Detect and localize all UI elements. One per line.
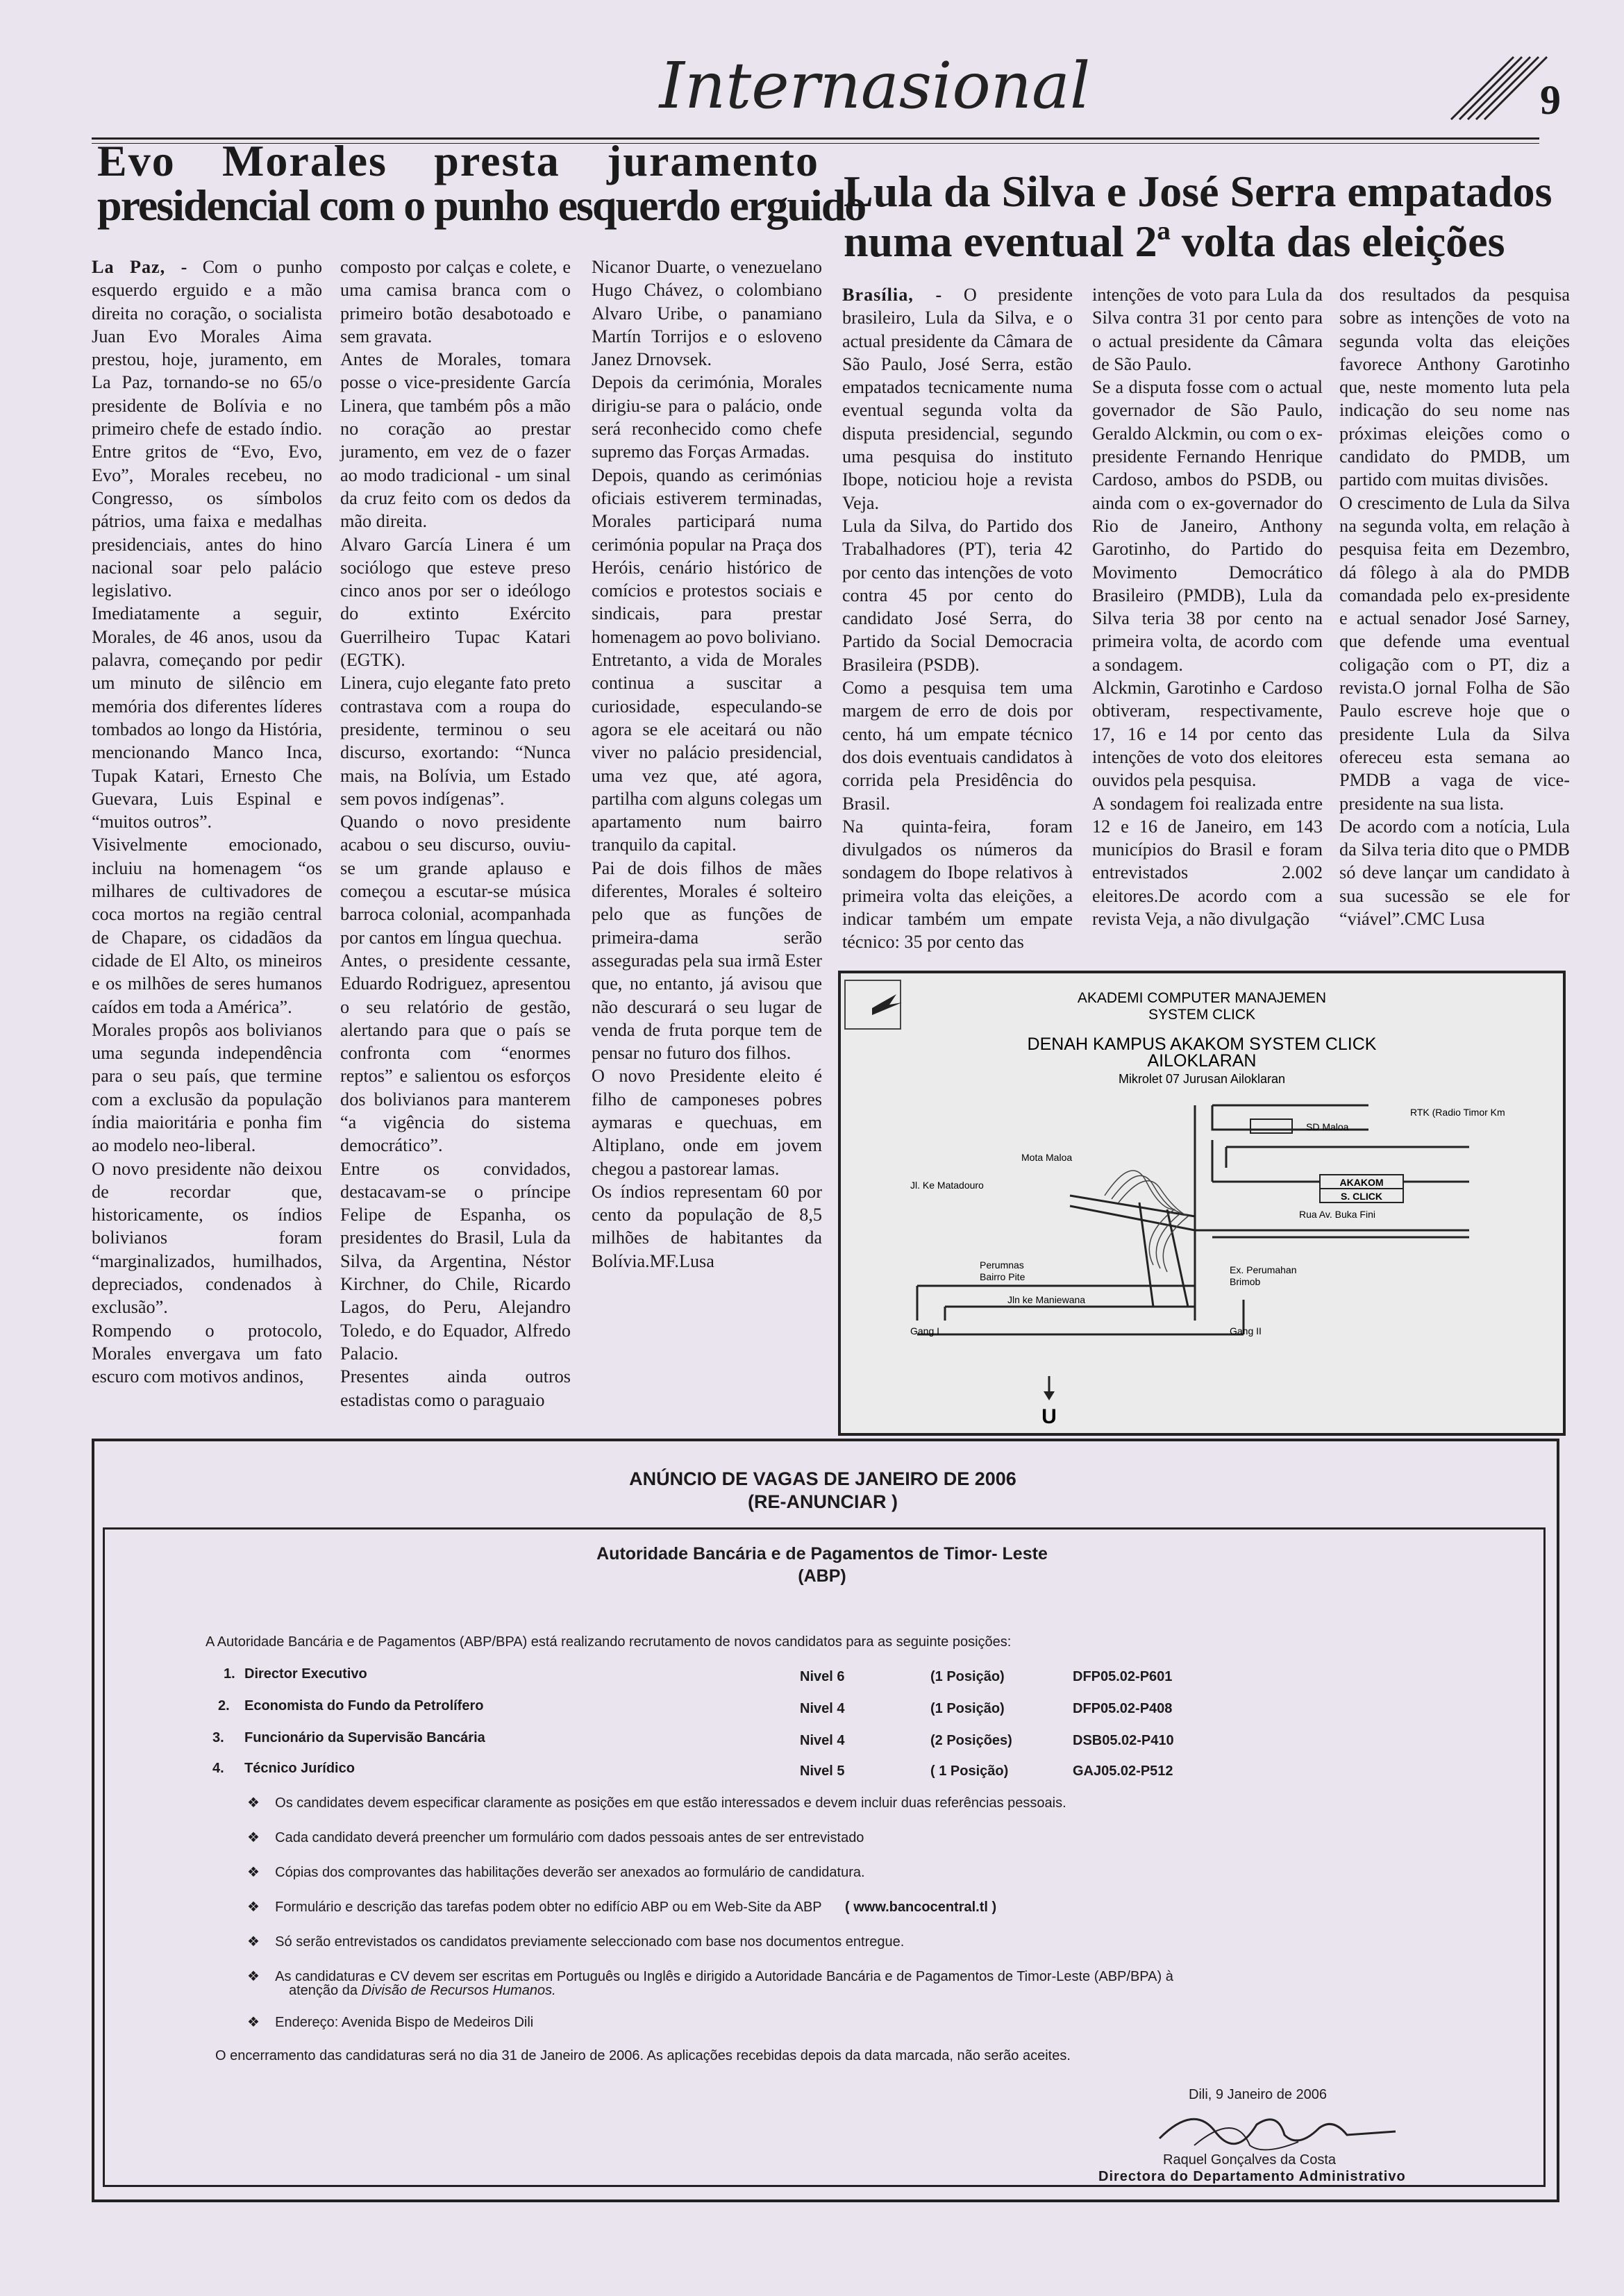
map-heading-line2: AILOKLARAN — [1147, 1051, 1257, 1071]
job-ad-subtitle: (RE-ANUNCIAR ) — [748, 1491, 898, 1512]
position-4-num: 4. — [212, 1761, 224, 1776]
map-jl-matadouro-label: Jl. Ke Matadouro — [910, 1180, 984, 1191]
bullet-4: ❖ Formulário e descrição das tarefas podem obter no edifício ABP ou em Web-Site da ABP ( www.bancocentral.tl ) — [247, 1900, 997, 1915]
map-bairro-pite-label: Bairro Pite — [980, 1271, 1026, 1282]
map-mota-maloa-label: Mota Maloa — [1021, 1152, 1073, 1163]
article1-column-2: composto por calças e colete, e uma camisa branca com o primeiro botão desabotoado e sem gravata. Antes de Morales, tomara posse o vice-presidente García Linera, que também pôs a mão no coração ao prestar juramento, em vez de o fazer ao modo tradicional - um sinal da cruz feito com os dedos da mão direita. Alvaro García Linera é um sociólogo que esteve preso cinco anos por ser o ideólogo do extinto Exército Guerrilheiro Tupac Katari (EGTK). Linera, cujo elegante fato preto contrastava com a roupa do presidente, terminou o seu discurso, exortando: “Nunca mais, na Bolívia, um Estado sem povos indígenas”. Quando o novo presidente acabou o seu discurso, ouviu-se um grande aplauso e começou a escutar-se música barroca colonial, acompanhada por cantos em língua quechua. Antes, o presidente cessante, Eduardo Rodriguez, apresentou o seu relatório de gestão, alertando para que o país se confronta com “enormes reptos” e salientou os esforços dos bolivianos para manterem “a vigência do sistema democrático”. Entre os convidados, destacavam-se o príncipe Felipe de Espanha, os presidentes do Brasil, Lula da Silva, da Argentina, Néstor Kirchner, do Chile, Ricardo Lagos, do Peru, Alejandro Toledo, e do Equador, Alfredo Palacio. Presentes ainda outros estadistas como o paraguaio — [340, 257, 571, 1410]
bullet-6-line2: atenção da Divisão de Recursos Humanos. — [289, 1983, 556, 1998]
article2-headline: Lula da Silva e José Serra empatados numa eventual 2ª volta das eleições — [844, 167, 1552, 266]
position-4-level: Nivel 5 — [800, 1763, 845, 1779]
bullet-5: ❖ Só serão entrevistados os candidatos previamente seleccionado com base nos documentos entregue. — [247, 1934, 905, 1950]
diamond-bullet-icon: ❖ — [247, 1795, 260, 1811]
map-sd-maloa-label: SD Maloa — [1306, 1121, 1349, 1132]
section-title: Internasional — [659, 49, 1091, 123]
diamond-bullet-icon: ❖ — [247, 1830, 260, 1845]
position-1-num: 1. — [224, 1666, 235, 1682]
bullet-6: ❖ As candidaturas e CV devem ser escritas em Português ou Inglês e dirigido a Autoridade Bancária e de Pagamentos de Timor-Leste (ABP/BPA) à — [247, 1969, 1173, 1984]
position-2-count: (1 Posição) — [930, 1701, 1005, 1716]
article2-column-2: intenções de voto para Lula da Silva contra 31 por cento para o actual presidente da Câmara de São Paulo. Se a disputa fosse com o actual governador de São Paulo, Geraldo Alckmin, ou com o ex-presidente Fernando Henrique Cardoso, ambos do PSDB, ou ainda com o ex-governador do Rio de Janeiro, Anthony Garotinho, do Partido do Movimento Democrático Brasileiro (PMDB), Lula da Silva teria 38 por cento na primeira volta, de acordo com a sondagem. Alckmin, Garotinho e Cardoso obtiveram, respectivamente, 17, 16 e 14 por cento das intenções de voto dos eleitores ouvidos pela pesquisa. A sondagem foi realizada entre 12 e 16 de Janeiro, em 143 municípios do Brasil e foram entrevistados 2.002 eleitores.De acordo com a revista Veja, a não divulgação — [1092, 285, 1323, 930]
position-1-level: Nivel 6 — [800, 1669, 845, 1684]
signature — [1153, 2097, 1403, 2159]
map-title-line1: AKADEMI COMPUTER MANAJEMEN — [1077, 990, 1327, 1006]
job-ad-intro: A Autoridade Bancária e de Pagamentos (ABP/BPA) está realizando recrutamento de novos candidatos para as seguinte posições: — [206, 1634, 1012, 1650]
diamond-bullet-icon: ❖ — [247, 1900, 260, 1915]
map-jln-maniewana-label: Jln ke Maniewana — [1007, 1294, 1086, 1305]
map-brimob-label: Brimob — [1230, 1276, 1261, 1287]
article2-dateline: Brasília, - — [842, 285, 943, 305]
article2-column-3: dos resultados da pesquisa sobre as intenções de voto na segunda volta das eleições favorece Anthony Garotinho que, neste momento luta pela indicação do seu nome nas próximas eleições como o candidato do PMDB, um partido com muitas divisões. O crescimento de Lula da Silva na segunda volta, em relação à pesquisa feita em Dezembro, dá fôlego à ala do PMDB comandada pelo ex-presidente e actual senador José Sarney, que defende uma eventual coligação com o PT, diz a revista.O jornal Folha de São Paulo escreve hoje que o presidente Lula da Silva ofereceu esta semana ao PMDB a vaga de vice-presidente na sua lista. De acordo com a notícia, Lula da Silva teria dito que o PMDB só deve lançar um candidato à sua sucessão se ele for “viável”.CMC Lusa — [1339, 285, 1570, 930]
position-2-title: Economista do Fundo da Petrolífero — [244, 1698, 484, 1713]
map-logo — [845, 980, 902, 1029]
position-1-count: (1 Posição) — [930, 1669, 1005, 1684]
position-4-code: GAJ05.02-P512 — [1073, 1763, 1173, 1779]
signatory-title: Directora do Departamento Administrativo — [1098, 2169, 1406, 2184]
map-north-label: U — [1041, 1405, 1057, 1428]
diamond-bullet-icon: ❖ — [247, 1865, 260, 1880]
map-perumnas-label: Perumnas — [980, 1259, 1024, 1271]
position-3-title: Funcionário da Supervisão Bancária — [244, 1730, 485, 1745]
map-ex-perumahan-label: Ex. Perumahan — [1230, 1264, 1297, 1275]
map-rua-buka-fini-label: Rua Av. Buka Fini — [1299, 1209, 1375, 1220]
position-3-count: (2 Posições) — [930, 1733, 1012, 1748]
website-link[interactable]: ( www.bancocentral.tl ) — [844, 1900, 997, 1915]
article1-column-1: La Paz, - Com o punho esquerdo erguido e a mão direita no coração, o socialista Juan Evo Morales Aima prestou, hoje, juramento, em La Paz, tornando-se no 65/o presidente de Bolívia e no primeiro chefe de estado índio. Entre gritos de “Evo, Evo, Evo”, Morales recebeu, no Congresso, os símbolos pátrios, uma faixa e medalhas presidenciais, antes do hino nacional soar pelo palácio legislativo. Imediatamente a seguir, Morales, de 46 anos, usou da palavra, começando por pedir um minuto de silêncio em memória dos diferentes líderes tombados ao longo da História, mencionando Manco Inca, Tupak Katari, Ernesto Che Guevara, Luis Espinal e “muitos outros”. Visivelmente emocionado, incluiu na homenagem “os milhares de cultivadores de coca mortos na região central de Chapare, os cidadãos da cidade de El Alto, os mineiros e os milhões de seres humanos caídos em toda a América”. Morales propôs aos bolivianos uma segunda independência para o seu país, que termine com a exclusão da população índia maioritária e ponha fim ao modelo neo-liberal. O novo presidente não deixou de recordar que, historicamente, os índios bolivianos foram “marginalizados, humilhados, depreciados, condenados à exclusão”. Rompendo o protocolo, Morales envergava um fato escuro com motivos andinos, — [92, 257, 322, 1387]
article1-headline: Evo Morales presta juramento presidencial com o punho esquerdo erguido — [97, 136, 866, 230]
map-rtk-label: RTK (Radio Timor Km — [1410, 1107, 1505, 1118]
position-2-level: Nivel 4 — [800, 1701, 845, 1716]
position-3-level: Nivel 4 — [800, 1733, 845, 1748]
position-1-title: Director Executivo — [244, 1666, 367, 1682]
map-sclick-label: S. CLICK — [1341, 1191, 1382, 1202]
map-subheading: Mikrolet 07 Jurusan Ailoklaran — [1118, 1072, 1286, 1086]
bullet-1: ❖ Os candidates devem especificar claramente as posições em que estão interessados e devem incluir duas referências pessoais. — [247, 1795, 1066, 1811]
bullet-3: ❖ Cópias dos comprovantes das habilitações deverão ser anexados ao formulário de candidatura. — [247, 1865, 865, 1880]
map-gang1-label: Gang I — [910, 1325, 940, 1336]
position-2-num: 2. — [218, 1698, 230, 1713]
signatory-name: Raquel Gonçalves da Costa — [1163, 2152, 1337, 2168]
job-ad-org-abbr: (ABP) — [798, 1566, 846, 1586]
job-ad-date: Dili, 9 Janeiro de 2006 — [1189, 2087, 1328, 2102]
map-title-line2: SYSTEM CLICK — [1148, 1007, 1256, 1023]
position-2-code: DFP05.02-P408 — [1073, 1701, 1173, 1716]
diamond-bullet-icon: ❖ — [247, 2015, 260, 2030]
position-3-num: 3. — [212, 1730, 224, 1745]
position-4-count: ( 1 Posição) — [930, 1763, 1009, 1779]
position-4-title: Técnico Jurídico — [244, 1761, 355, 1776]
job-ad-org: Autoridade Bancária e de Pagamentos de Timor- Leste — [596, 1544, 1048, 1564]
map-sd-maloa-building — [1250, 1119, 1292, 1133]
article1-column-3: Nicanor Duarte, o venezuelano Hugo Chávez, o colombiano Alvaro Uribe, o panamiano Martín Torrijos e o esloveno Janez Drnovsek. Depois da cerimónia, Morales dirigiu-se para o palácio, onde será reconhecido como chefe supremo das Forças Armadas. Depois, quando as cerimónias oficiais estiverem terminadas, Morales participará numa cerimónia popular na Praça dos Heróis, cenário histórico de comícios e protestos sociais e sindicais, para prestar homenagem ao povo boliviano. Entretanto, a vida de Morales continua a suscitar a curiosidade, especulando-se agora se ele aceitará ou não viver no palácio presidencial, uma vez que, até agora, partilha com alguns colegas um apartamento num bairro tranquilo da capital. Pai de dois filhos de mães diferentes, Morales é solteiro pelo que as funções de primeira-dama serão asseguradas pela sua irmã Ester que, no entanto, já avisou que não descurará o seu lugar de venda de fruta porque tem de pensar no futuro dos filhos. O novo Presidente eleito é filho de camponeses pobres aymaras e quechuas, em Altiplano, onde em jovem chegou a pastorear lamas. Os índios representam 60 por cento da população de 8,5 milhões de habitantes da Bolívia.MF.Lusa — [592, 257, 822, 1271]
map-roads — [917, 1105, 1469, 1334]
campus-map — [838, 971, 1566, 1436]
diamond-bullet-icon: ❖ — [247, 1934, 260, 1950]
article2-column-1: Brasília, - O presidente brasileiro, Lula da Silva, e o actual presidente da Câmara de São Paulo, José Serra, estão empatados tecnicamente numa eventual segunda volta da disputa presidencial, segundo uma pesquisa do instituto Ibope, noticiou hoje a revista Veja. Lula da Silva, do Partido dos Trabalhadores (PT), teria 42 por cento das intenções de voto contra 45 por cento do candidato José Serra, do Partido da Social Democracia Brasileira (PSDB). Como a pesquisa tem uma margem de erro de dois por cento, há um empate técnico dos dois eventuais candidatos à corrida pela Presidência do Brasil. Na quinta-feira, foram divulgados os números da sondagem do Ibope relativos à primeira volta das eleições, a indicar também um empate técnico: 35 por cento das — [842, 285, 1073, 953]
position-1-code: DFP05.02-P601 — [1073, 1669, 1173, 1684]
map-gang2-label: Gang II — [1230, 1325, 1262, 1336]
map-akakom-label: AKAKOM — [1339, 1177, 1384, 1188]
job-ad-inner-frame — [103, 1527, 1546, 2187]
bullet-2: ❖ Cada candidato deverá preencher um formulário com dados pessoais antes de ser entrevistado — [247, 1830, 864, 1845]
position-3-code: DSB05.02-P410 — [1073, 1733, 1174, 1748]
bullet-7: ❖ Endereço: Avenida Bispo de Medeiros Dili — [247, 2015, 534, 2030]
diamond-bullet-icon: ❖ — [247, 1969, 260, 1984]
map-heading: DENAH KAMPUS AKAKOM SYSTEM CLICK — [1027, 1034, 1377, 1054]
job-ad-title: ANÚNCIO DE VAGAS DE JANEIRO DE 2006 — [629, 1468, 1016, 1489]
article1-dateline: La Paz, - — [92, 257, 188, 277]
job-ad-closing: O encerramento das candidaturas será no dia 31 de Janeiro de 2006. As aplicações recebidas depois da data marcada, não serão aceites. — [215, 2048, 1071, 2063]
page-number: 9 — [1540, 77, 1561, 123]
